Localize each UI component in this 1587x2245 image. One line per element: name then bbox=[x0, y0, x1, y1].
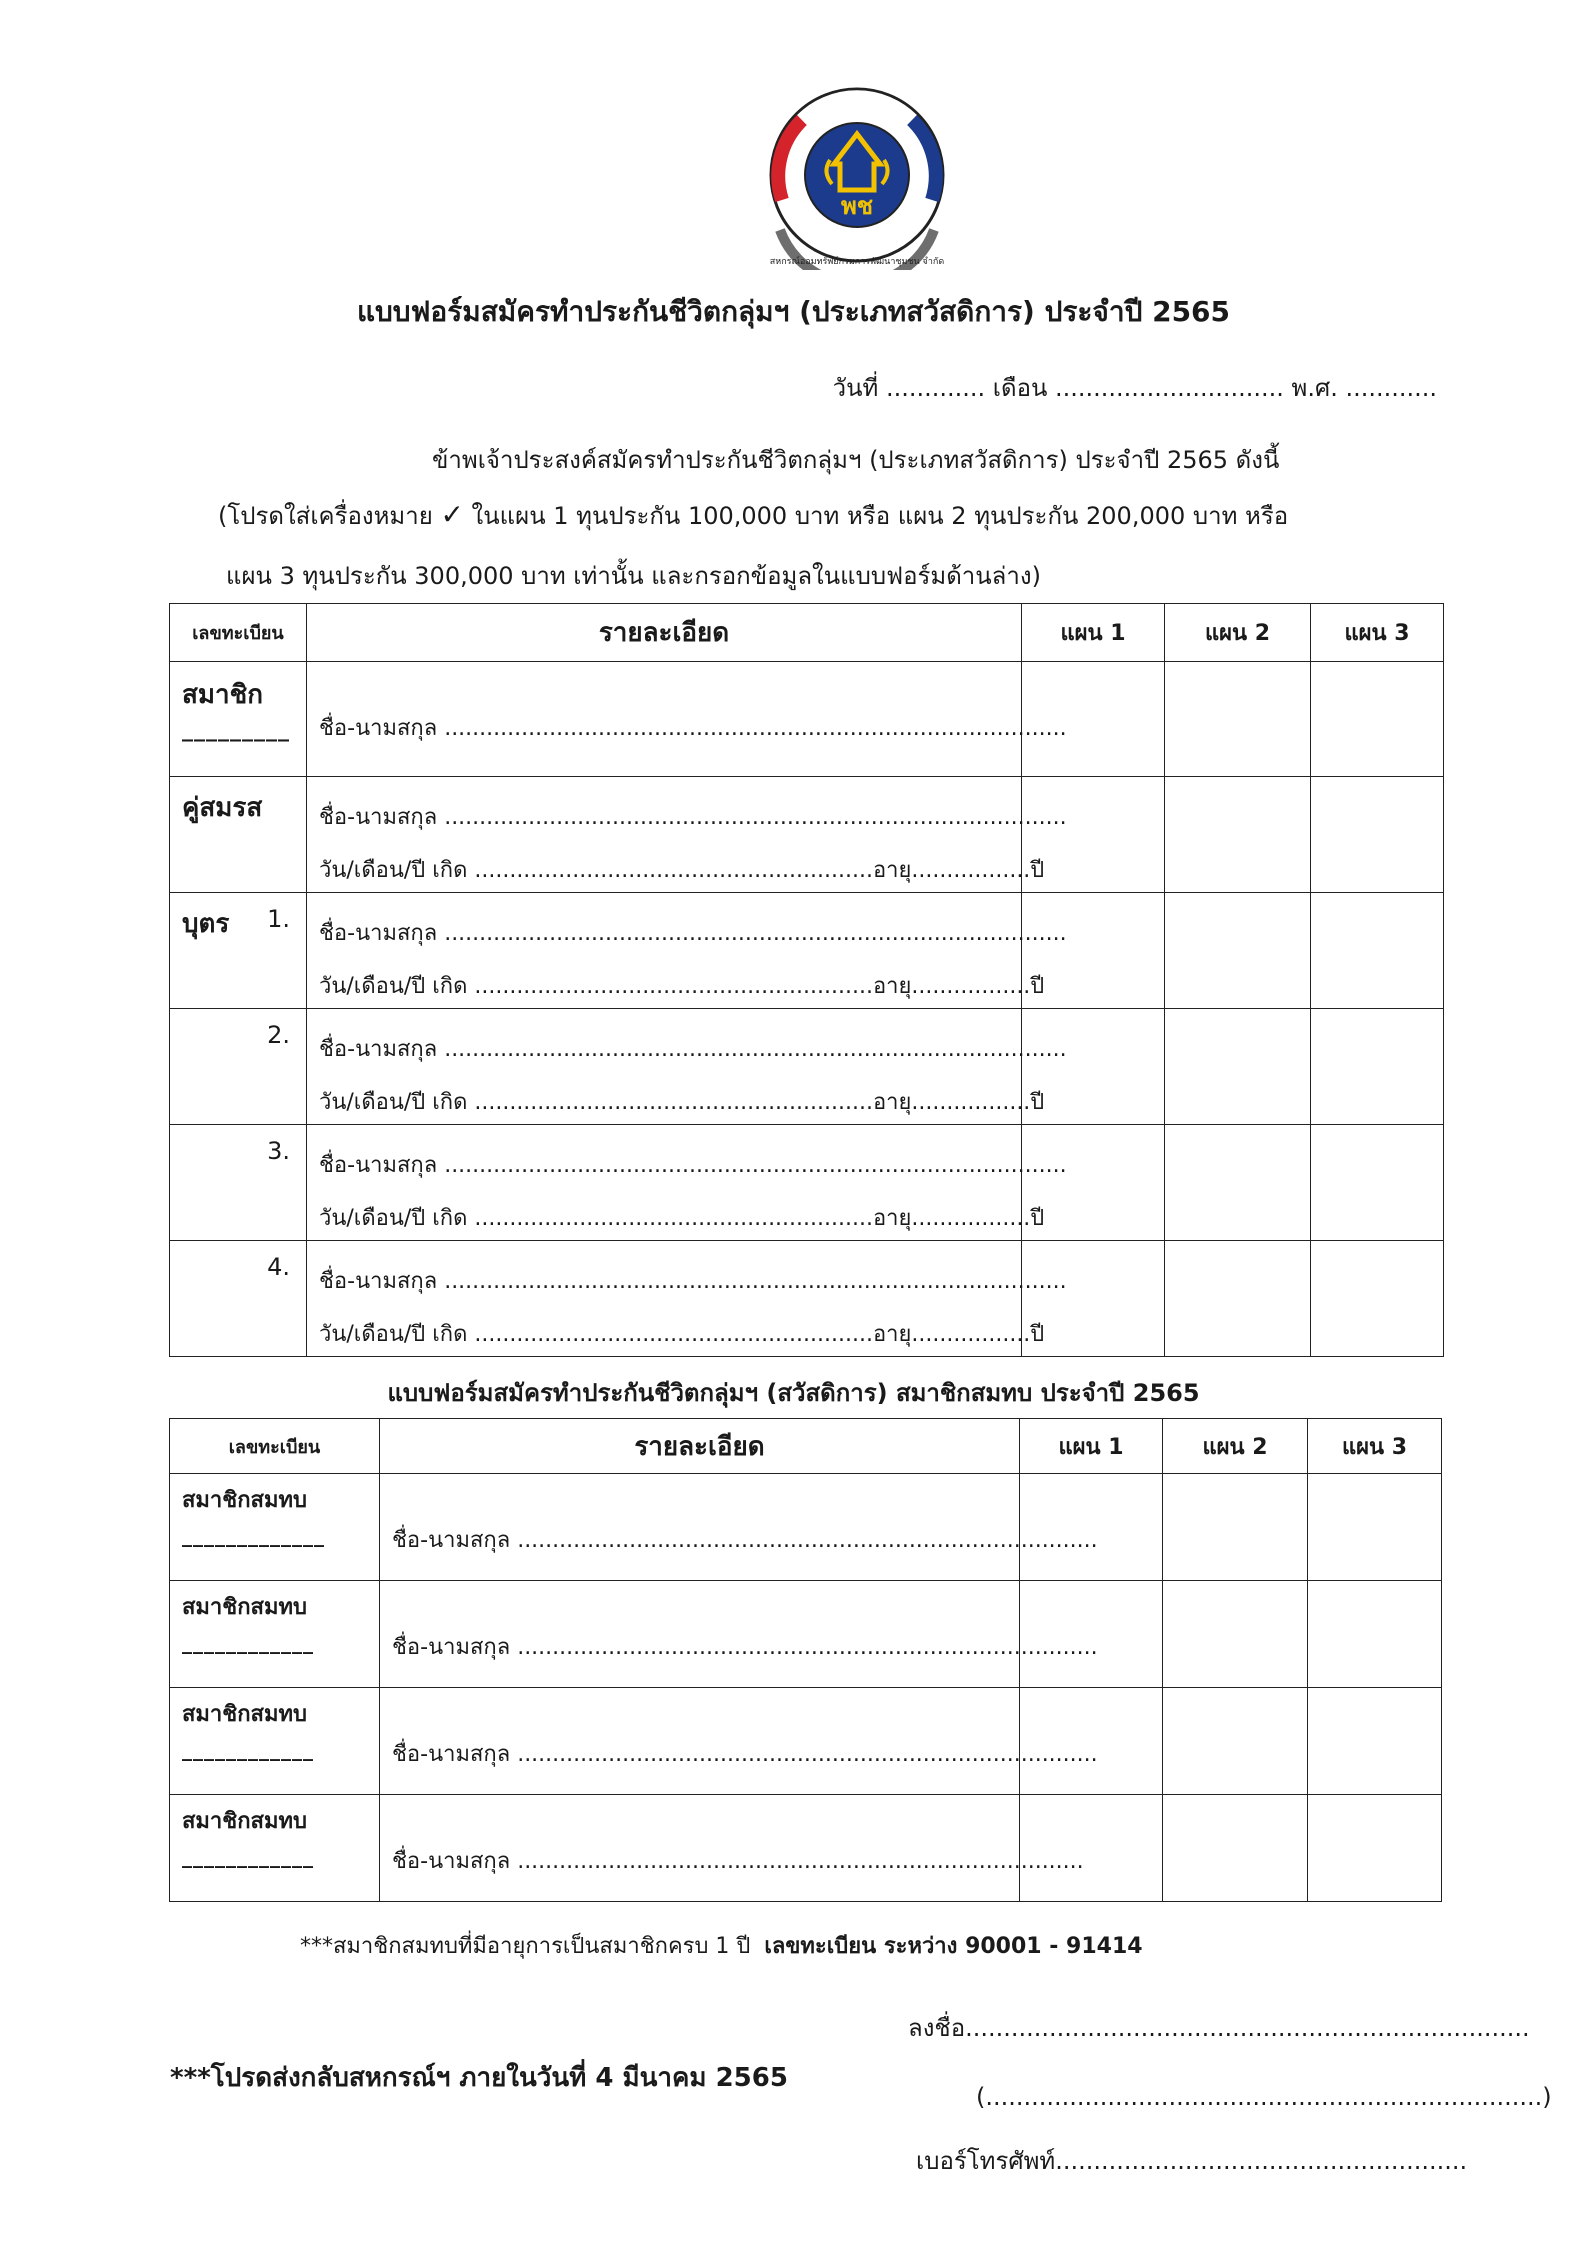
associate-note-range: เลขทะเบียน ระหว่าง 90001 - 91414 bbox=[764, 1934, 1143, 1959]
details-associate[interactable] bbox=[380, 1688, 1098, 1795]
header-reg-no: เลขทะเบียน bbox=[170, 1419, 380, 1474]
plan-2-checkbox[interactable] bbox=[1165, 1125, 1311, 1241]
intro-line-2-post: ในแผน 1 ทุนประกัน 100,000 บาท หรือ แผน 2 ทุนประกัน 200,000 บาท หรือ bbox=[471, 502, 1289, 530]
name-field[interactable]: ชื่อ-นามสกุล ......................................................................................... bbox=[319, 1269, 1067, 1294]
checkmark-icon: ✓ bbox=[440, 498, 464, 531]
row-label-associate: สมาชิกสมทบ bbox=[182, 1702, 307, 1727]
reg-cell-associate[interactable] bbox=[170, 1795, 380, 1902]
name-field[interactable]: ชื่อ-นามสกุล ................................................................................. bbox=[392, 1849, 1084, 1874]
plan-3-checkbox[interactable] bbox=[1308, 1581, 1442, 1688]
details-child-4[interactable] bbox=[307, 1241, 1067, 1357]
signature-line[interactable]: ลงชื่อ.......................................................................... bbox=[908, 2014, 1530, 2042]
associate-number-line: ____________ bbox=[182, 1630, 314, 1654]
details-child-2[interactable] bbox=[307, 1009, 1067, 1125]
reg-cell-child-3[interactable] bbox=[170, 1125, 307, 1241]
name-field[interactable]: ชื่อ-นามสกุล ......................................................................................... bbox=[319, 805, 1067, 830]
seal-logo bbox=[742, 80, 972, 270]
reg-cell-child-2[interactable] bbox=[170, 1009, 307, 1125]
plan-3-checkbox[interactable] bbox=[1311, 1241, 1444, 1357]
plan-3-checkbox[interactable] bbox=[1311, 893, 1444, 1009]
associate-number-line: ____________ bbox=[182, 1844, 314, 1868]
plan-2-checkbox[interactable] bbox=[1165, 662, 1311, 777]
child-number: 1. bbox=[267, 905, 290, 933]
table-row bbox=[170, 1474, 1442, 1581]
application-table bbox=[169, 603, 1444, 1357]
row-label-associate: สมาชิกสมทบ bbox=[182, 1809, 307, 1834]
child-number: 3. bbox=[267, 1137, 290, 1165]
table-row bbox=[170, 1125, 1444, 1241]
details-member[interactable] bbox=[307, 662, 1067, 777]
reg-cell-child-4[interactable] bbox=[170, 1241, 307, 1357]
header-plan-3: แผน 3 bbox=[1308, 1419, 1442, 1474]
details-associate[interactable] bbox=[380, 1474, 1098, 1581]
name-field[interactable]: ชื่อ-นามสกุล ......................................................................................... bbox=[319, 716, 1067, 741]
name-field[interactable]: ชื่อ-นามสกุล ................................................................................... bbox=[392, 1635, 1098, 1660]
header-plan-1: แผน 1 bbox=[1022, 604, 1165, 662]
row-label-associate: สมาชิกสมทบ bbox=[182, 1488, 307, 1513]
plan-2-checkbox[interactable] bbox=[1165, 1241, 1311, 1357]
header-plan-1: แผน 1 bbox=[1020, 1419, 1163, 1474]
intro-line-1: ข้าพเจ้าประสงค์สมัครทำประกันชีวิตกลุ่มฯ (ประเภทสวัสดิการ) ประจำปี 2565 ดังนี้ bbox=[432, 446, 1280, 474]
associate-section-title: แบบฟอร์มสมัครทำประกันชีวิตกลุ่มฯ (สวัสดิการ) สมาชิกสมทบ ประจำปี 2565 bbox=[387, 1379, 1200, 1407]
reg-cell-child-1[interactable] bbox=[170, 893, 307, 1009]
plan-1-checkbox[interactable] bbox=[1020, 1688, 1163, 1795]
header-plan-3: แผน 3 bbox=[1311, 604, 1444, 662]
name-field[interactable]: ชื่อ-นามสกุล ......................................................................................... bbox=[319, 1153, 1067, 1178]
seal-ring-text: สหกรณ์ออมทรัพย์กรมการพัฒนาชุมชน จำกัด bbox=[769, 257, 945, 267]
header-plan-2: แผน 2 bbox=[1165, 604, 1311, 662]
seal-center-text: พช bbox=[840, 192, 874, 220]
header-details: รายละเอียด bbox=[380, 1419, 1020, 1474]
details-spouse[interactable] bbox=[307, 777, 1067, 893]
details-child-1[interactable] bbox=[307, 893, 1067, 1009]
plan-3-checkbox[interactable] bbox=[1311, 777, 1444, 893]
plan-2-checkbox[interactable] bbox=[1163, 1474, 1308, 1581]
child-number: 2. bbox=[267, 1021, 290, 1049]
row-label-member: สมาชิก bbox=[182, 680, 263, 710]
reg-cell-member[interactable] bbox=[170, 662, 307, 777]
plan-2-checkbox[interactable] bbox=[1165, 777, 1311, 893]
plan-3-checkbox[interactable] bbox=[1308, 1688, 1442, 1795]
table-row bbox=[170, 777, 1444, 893]
intro-line-3: แผน 3 ทุนประกัน 300,000 บาท เท่านั้น และกรอกข้อมูลในแบบฟอร์มด้านล่าง) bbox=[226, 562, 1041, 590]
dob-field[interactable]: วัน/เดือน/ปี เกิด .........................................................อายุ.................ปี bbox=[319, 1322, 1045, 1347]
table-header-row bbox=[170, 604, 1444, 662]
printed-name-line[interactable]: (.........................................................................) bbox=[976, 2083, 1552, 2111]
reg-cell-associate[interactable] bbox=[170, 1474, 380, 1581]
dob-field[interactable]: วัน/เดือน/ปี เกิด .........................................................อายุ.................ปี bbox=[319, 1206, 1045, 1231]
plan-3-checkbox[interactable] bbox=[1308, 1795, 1442, 1902]
page-title: แบบฟอร์มสมัครทำประกันชีวิตกลุ่มฯ (ประเภทสวัสดิการ) ประจำปี 2565 bbox=[356, 295, 1231, 328]
header-reg-no: เลขทะเบียน bbox=[170, 604, 307, 662]
row-label-spouse: คู่สมรส bbox=[182, 793, 263, 823]
intro-line-2 bbox=[218, 496, 1288, 535]
reg-cell-spouse[interactable] bbox=[170, 777, 307, 893]
name-field[interactable]: ชื่อ-นามสกุล ................................................................................... bbox=[392, 1528, 1098, 1553]
table-row bbox=[170, 1009, 1444, 1125]
dob-field[interactable]: วัน/เดือน/ปี เกิด .........................................................อายุ.................ปี bbox=[319, 858, 1045, 883]
member-number-line: _________ bbox=[182, 717, 290, 742]
row-label-child: บุตร bbox=[182, 909, 230, 939]
associate-note bbox=[300, 1928, 1143, 1963]
associate-table bbox=[169, 1418, 1442, 1902]
phone-number-line[interactable]: เบอร์โทรศัพท์...................................................... bbox=[916, 2147, 1468, 2175]
dob-field[interactable]: วัน/เดือน/ปี เกิด .........................................................อายุ.................ปี bbox=[319, 1090, 1045, 1115]
plan-2-checkbox[interactable] bbox=[1163, 1581, 1308, 1688]
row-label-associate: สมาชิกสมทบ bbox=[182, 1595, 307, 1620]
plan-1-checkbox[interactable] bbox=[1020, 1474, 1163, 1581]
name-field[interactable]: ชื่อ-นามสกุล ......................................................................................... bbox=[319, 1037, 1067, 1062]
details-child-3[interactable] bbox=[307, 1125, 1067, 1241]
date-line[interactable]: วันที่ ............. เดือน .............................. พ.ศ. ............ bbox=[832, 374, 1437, 402]
dob-field[interactable]: วัน/เดือน/ปี เกิด .........................................................อายุ.................ปี bbox=[319, 974, 1045, 999]
plan-1-checkbox[interactable] bbox=[1020, 1795, 1163, 1902]
table-header-row bbox=[170, 1419, 1442, 1474]
associate-number-line: _____________ bbox=[182, 1523, 325, 1547]
table-row bbox=[170, 1688, 1442, 1795]
plan-2-checkbox[interactable] bbox=[1165, 1009, 1311, 1125]
name-field[interactable]: ชื่อ-นามสกุล ................................................................................... bbox=[392, 1742, 1098, 1767]
plan-2-checkbox[interactable] bbox=[1163, 1795, 1308, 1902]
header-details: รายละเอียด bbox=[307, 604, 1022, 662]
plan-1-checkbox[interactable] bbox=[1020, 1581, 1163, 1688]
associate-number-line: ____________ bbox=[182, 1737, 314, 1761]
plan-2-checkbox[interactable] bbox=[1163, 1688, 1308, 1795]
reg-cell-associate[interactable] bbox=[170, 1581, 380, 1688]
table-row bbox=[170, 893, 1444, 1009]
table-row bbox=[170, 1241, 1444, 1357]
details-associate[interactable] bbox=[380, 1581, 1098, 1688]
details-associate[interactable] bbox=[380, 1795, 1084, 1902]
header-plan-2: แผน 2 bbox=[1163, 1419, 1308, 1474]
name-field[interactable]: ชื่อ-นามสกุล ......................................................................................... bbox=[319, 921, 1067, 946]
plan-3-checkbox[interactable] bbox=[1311, 662, 1444, 777]
return-deadline-notice: ***โปรดส่งกลับสหกรณ์ฯ ภายในวันที่ 4 มีนาคม 2565 bbox=[170, 2063, 788, 2093]
table-row bbox=[170, 662, 1444, 777]
child-number: 4. bbox=[267, 1253, 290, 1281]
reg-cell-associate[interactable] bbox=[170, 1688, 380, 1795]
table-row bbox=[170, 1795, 1442, 1902]
associate-note-text: ***สมาชิกสมทบที่มีอายุการเป็นสมาชิกครบ 1 ปี bbox=[300, 1934, 751, 1959]
plan-3-checkbox[interactable] bbox=[1311, 1125, 1444, 1241]
plan-3-checkbox[interactable] bbox=[1311, 1009, 1444, 1125]
intro-line-2-pre: (โปรดใส่เครื่องหมาย bbox=[218, 502, 433, 530]
table-row bbox=[170, 1581, 1442, 1688]
plan-3-checkbox[interactable] bbox=[1308, 1474, 1442, 1581]
plan-2-checkbox[interactable] bbox=[1165, 893, 1311, 1009]
